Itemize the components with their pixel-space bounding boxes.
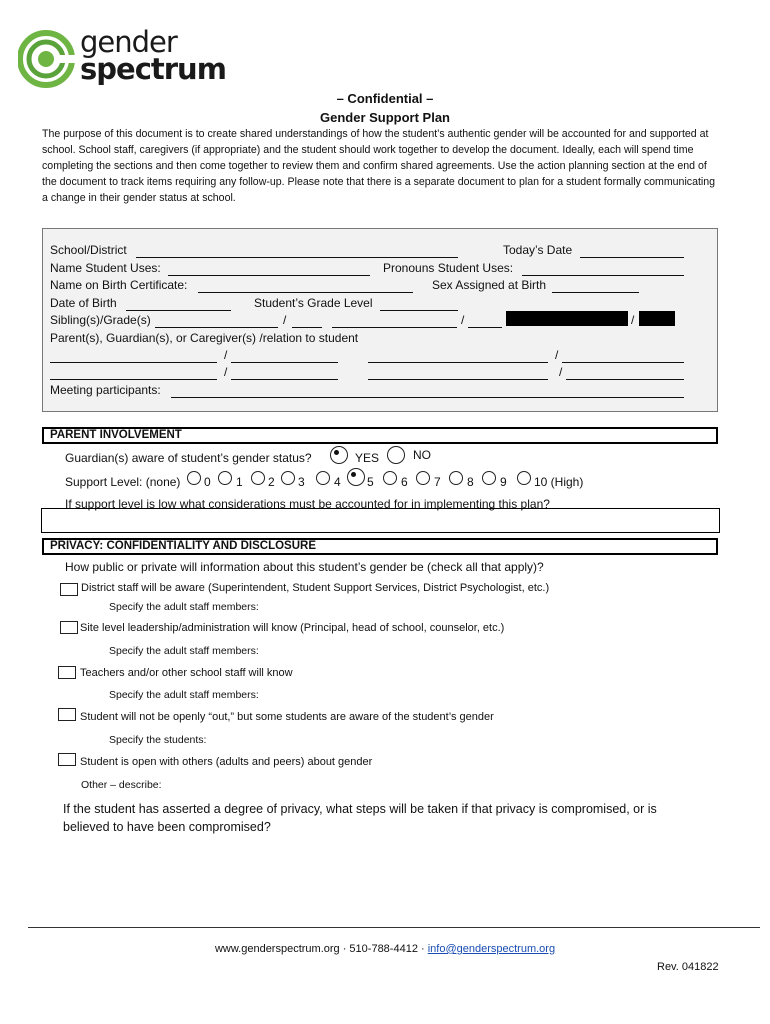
slash: / [631,313,635,327]
school-district-field[interactable] [136,246,458,258]
support-level-7-radio[interactable] [416,471,430,485]
privacy-option-label: Student will not be openly “out,” but some students are aware of the student’s gender [80,711,494,723]
name-student-uses-field[interactable] [168,264,370,276]
specify-label: Specify the adult staff members: [109,601,259,613]
privacy-question: How public or private will information about this student’s gender be (check all that apply)? [65,560,544,574]
slash: / [224,348,228,362]
sibling1-name-field[interactable] [155,316,278,328]
parent1-relation-field[interactable] [231,351,338,363]
support-level-9-label: 9 [500,475,507,489]
low-support-question: If support level is low what considerations must be accounted for in implementing this plan? [65,497,550,511]
specify-label: Specify the students: [109,734,207,746]
privacy-heading: PRIVACY: CONFIDENTIALITY AND DISCLOSURE [42,538,718,555]
support-level-4-radio[interactable] [316,471,330,485]
privacy-option-label: Site level leadership/administration will know (Principal, head of school, counselor, etc.) [80,622,505,634]
privacy-compromise-question: If the student has asserted a degree of privacy, what steps will be taken if that privacy is compromised, or is believed to have been compromised? [63,802,657,834]
support-level-1-label: 1 [236,475,243,489]
support-level-10-radio[interactable] [517,471,531,485]
meeting-participants-field[interactable] [171,386,684,398]
footer-email-link[interactable]: info@genderspectrum.org [427,943,556,955]
sibling1-grade-field[interactable] [292,316,322,328]
parents-label: Parent(s), Guardian(s), or Caregiver(s) /relation to student [50,331,359,345]
name-student-uses-label: Name Student Uses: [50,261,161,275]
support-level-5-radio[interactable] [347,468,365,486]
privacy-option-label: District staff will be aware (Superintendent, Student Support Services, District Psychologist, etc.) [81,582,550,594]
support-level-1-radio[interactable] [218,471,232,485]
support-level-6-label: 6 [401,475,408,489]
support-level-6-radio[interactable] [383,471,397,485]
footer-contact-text: www.genderspectrum.org · 510-788-4412 · [214,943,428,955]
slash: / [224,365,228,379]
support-level-8-label: 8 [467,475,474,489]
support-level-7-label: 7 [434,475,441,489]
birth-certificate-name-field[interactable] [198,281,413,293]
sex-assigned-field[interactable] [552,281,639,293]
parent1-name-field[interactable] [50,351,217,363]
slash: / [559,365,563,379]
logo-text-gender: gender [80,25,177,59]
sibling2-name-field[interactable] [332,316,457,328]
parent2-relation-field[interactable] [562,351,684,363]
privacy-option-checkbox[interactable] [58,666,76,679]
privacy-option-checkbox[interactable] [58,753,76,766]
privacy-option-checkbox[interactable] [58,708,76,721]
footer-divider [28,927,760,928]
redacted-block [639,311,675,326]
support-level-0-label: 0 [204,475,211,489]
document-title: Gender Support Plan [319,110,450,125]
school-district-label: School/District [50,243,127,257]
privacy-option-label: Student is open with others (adults and peers) about gender [80,756,373,768]
specify-label: Specify the adult staff members: [109,645,259,657]
support-level-2-label: 2 [268,475,275,489]
intro-paragraph: The purpose of this document is to create shared understandings of how the student’s authentic gender will be accounted for and supported at school. School staff, caregivers (if appropriate) and the student should work together to develop the document. Ideally, each will spend time completing the sections and then come together to review them and confirm shared agreements. Use the action planning section at the end of the document to track items requiring any follow-up. Please note that there is a separate document to plan for a student formally communicating a change in their gender status at school. [42,128,716,204]
support-level-8-radio[interactable] [449,471,463,485]
date-of-birth-label: Date of Birth [50,296,117,310]
parent4-relation-field[interactable] [566,368,684,380]
pronouns-label: Pronouns Student Uses: [383,261,514,275]
logo-text-spectrum: spectrum [80,52,226,86]
todays-date-label: Today’s Date [503,243,573,257]
siblings-label: Sibling(s)/Grade(s) [50,313,151,327]
pronouns-field[interactable] [522,264,684,276]
slash: / [555,348,559,362]
support-level-10-label: 10 (High) [534,475,584,489]
guardian-yes-radio[interactable] [330,446,348,464]
guardian-no-radio[interactable] [387,446,405,464]
grade-level-label: Student’s Grade Level [254,296,373,310]
privacy-option-checkbox[interactable] [60,583,78,596]
support-level-0-radio[interactable] [187,471,201,485]
parent4-name-field[interactable] [368,368,548,380]
meeting-participants-label: Meeting participants: [50,383,161,397]
guardian-aware-question: Guardian(s) aware of student’s gender status? [65,451,312,465]
redacted-block [506,311,628,326]
support-level-3-label: 3 [298,475,305,489]
specify-label: Specify the adult staff members: [109,689,259,701]
support-level-2-radio[interactable] [251,471,265,485]
grade-level-field[interactable] [380,299,458,311]
parent-involvement-heading: PARENT INVOLVEMENT [42,427,718,444]
sex-assigned-label: Sex Assigned at Birth [432,278,547,292]
support-level-9-radio[interactable] [482,471,496,485]
privacy-option-checkbox[interactable] [60,621,78,634]
support-level-label: Support Level: (none) [65,475,181,489]
support-level-4-label: 4 [334,475,341,489]
footer-contact [0,943,770,955]
date-of-birth-field[interactable] [126,299,231,311]
todays-date-field[interactable] [580,246,684,258]
gender-spectrum-logo-icon [18,25,78,91]
parent3-relation-field[interactable] [231,368,338,380]
support-level-3-radio[interactable] [281,471,295,485]
guardian-yes-label: YES [355,451,380,465]
revision-label: Rev. 041822 [657,961,719,973]
guardian-no-label: NO [413,448,431,462]
low-support-answer-field[interactable] [41,508,720,533]
slash: / [283,313,287,327]
birth-certificate-name-label: Name on Birth Certificate: [50,278,188,292]
parent2-name-field[interactable] [368,351,548,363]
support-level-5-label: 5 [367,475,374,489]
privacy-option-label: Teachers and/or other school staff will know [80,667,293,679]
slash: / [461,313,465,327]
parent3-name-field[interactable] [50,368,217,380]
confidential-label: – Confidential – [336,91,434,106]
other-describe-label: Other – describe: [81,779,162,791]
sibling2-grade-field[interactable] [468,316,502,328]
